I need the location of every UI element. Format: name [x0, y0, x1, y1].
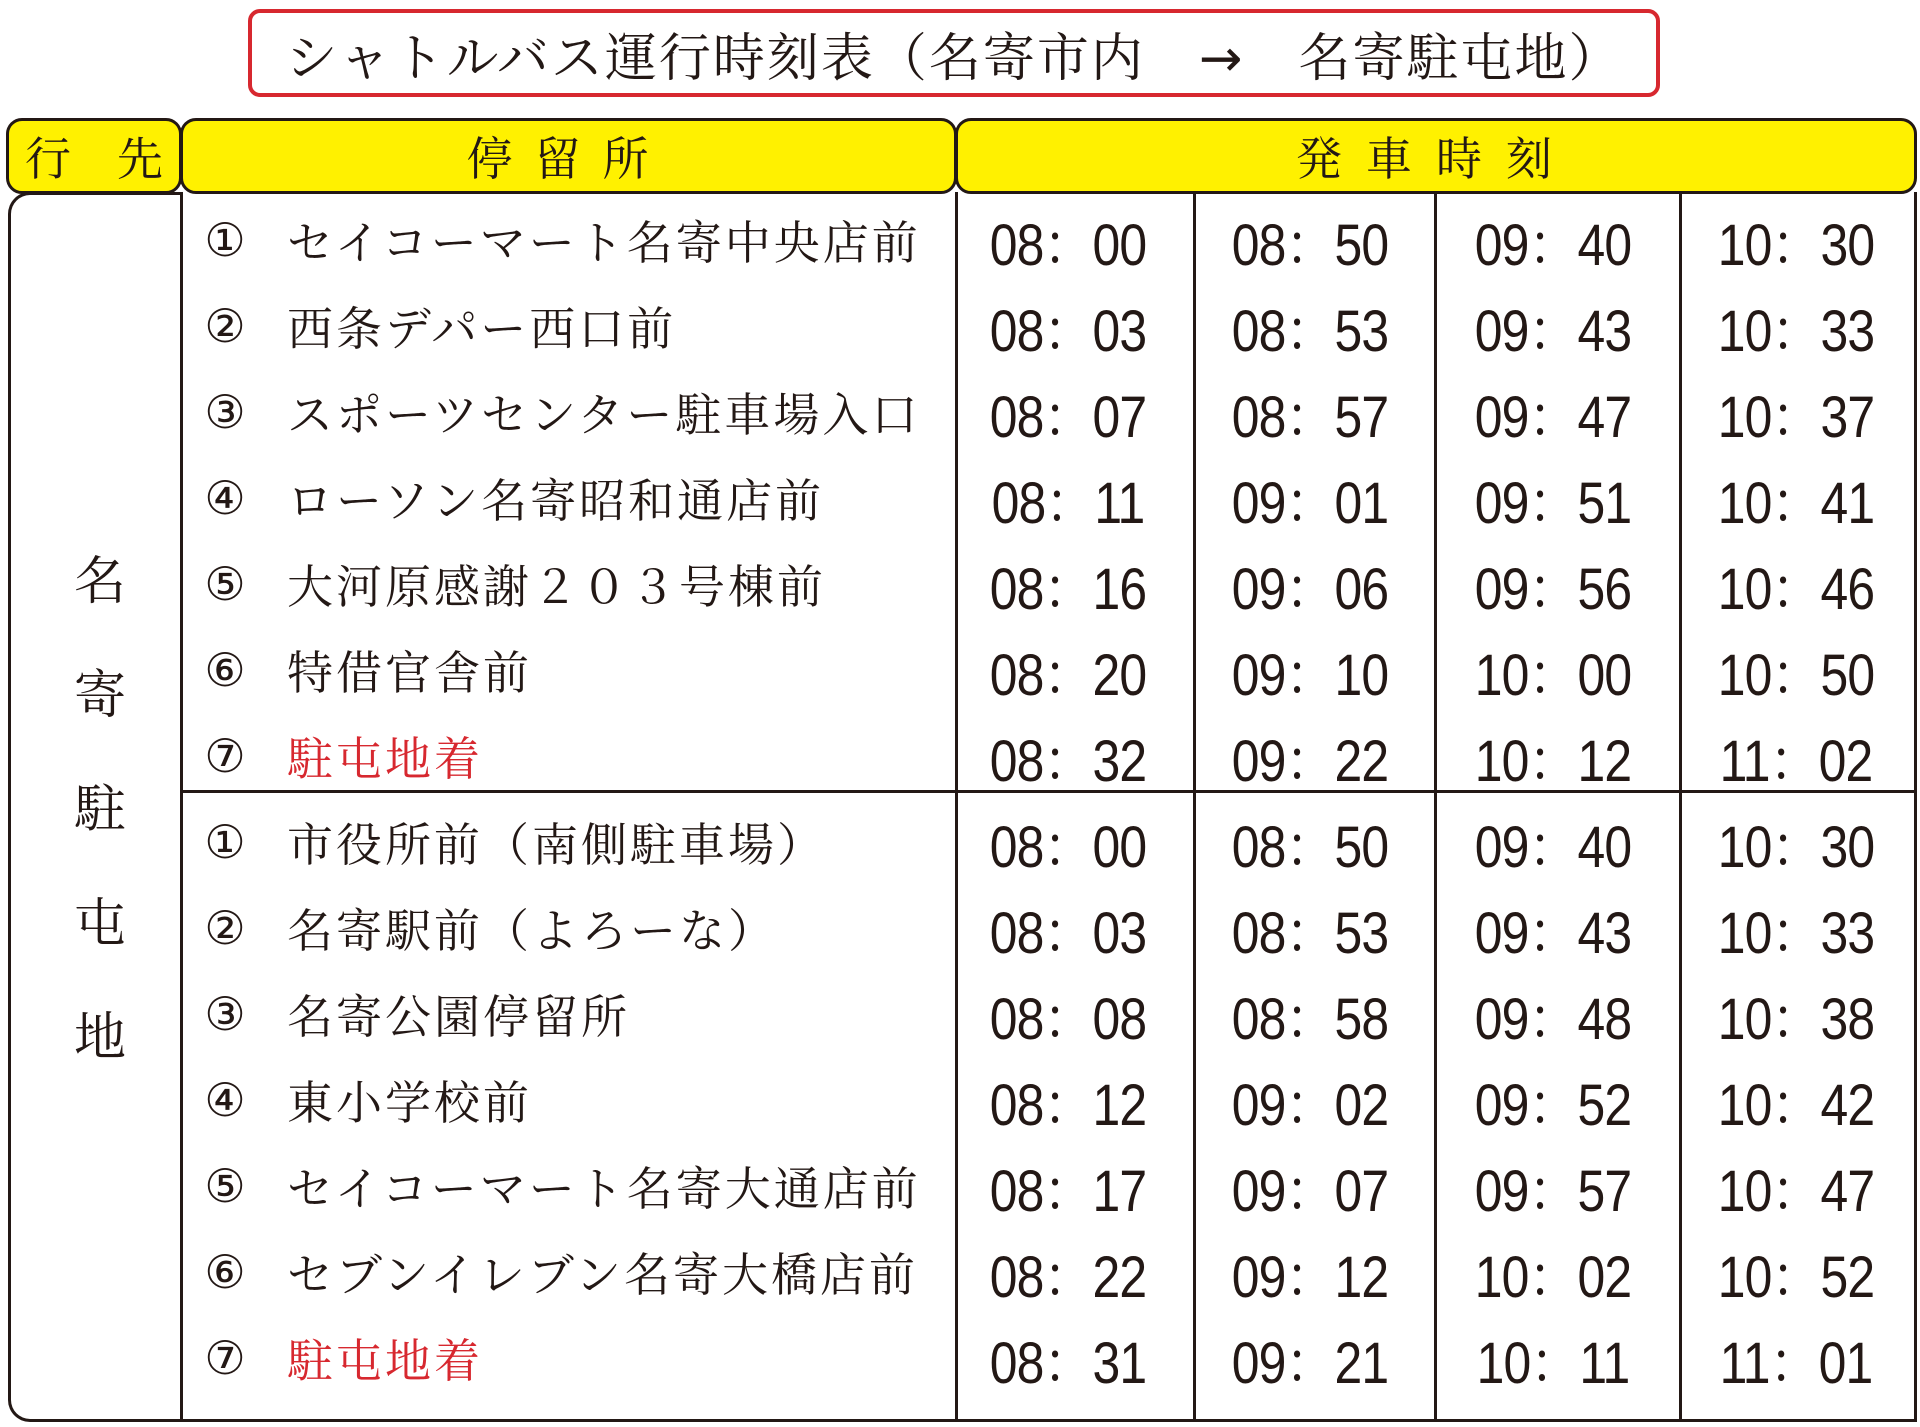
stop-number: ⑤ — [204, 1159, 246, 1213]
departure-time: 09：57 — [1474, 1159, 1632, 1224]
departure-time: 08：53 — [1231, 299, 1389, 364]
stop-number: ③ — [204, 987, 246, 1041]
time-row — [958, 369, 1914, 455]
stop-number: ⑥ — [204, 643, 246, 697]
stop-row — [183, 971, 630, 1057]
departure-time: 10：38 — [1717, 987, 1875, 1052]
departure-time: 08：50 — [1231, 213, 1389, 278]
departure-time: 08：03 — [989, 299, 1147, 364]
time-row — [958, 627, 1914, 713]
time-row — [958, 799, 1914, 885]
departure-time: 08：00 — [989, 213, 1147, 278]
stop-number: ⑤ — [204, 557, 246, 611]
stop-name: 市役所前（南側駐車場） — [287, 818, 826, 872]
departure-time: 08：11 — [991, 471, 1145, 536]
departure-time: 08：57 — [1231, 385, 1389, 450]
time-row — [958, 713, 1914, 799]
stop-row — [183, 627, 532, 713]
departure-time: 10：33 — [1717, 299, 1875, 364]
departure-time: 10：12 — [1474, 729, 1632, 794]
departure-time: 08：58 — [1231, 987, 1389, 1052]
departure-time: 11：02 — [1719, 729, 1873, 794]
departure-time: 09：40 — [1474, 213, 1632, 278]
stop-row — [183, 369, 920, 455]
stop-row — [183, 283, 676, 369]
departure-time: 10：42 — [1717, 1073, 1875, 1138]
header-stop: 停留所 — [180, 118, 957, 194]
header-destination: 行 先 — [6, 118, 182, 194]
departure-time: 09：21 — [1231, 1331, 1389, 1396]
stop-name: ローソン名寄昭和通店前 — [287, 474, 825, 528]
stop-name: スポーツセンター駐車場入口 — [287, 388, 921, 442]
departure-time: 08：50 — [1231, 815, 1389, 880]
departure-time: 09：06 — [1231, 557, 1389, 622]
departure-time: 10：46 — [1717, 557, 1875, 622]
stop-name: 西条デパー西口前 — [287, 302, 677, 356]
departure-time: 08：08 — [989, 987, 1147, 1052]
stop-name: 特借官舎前 — [287, 646, 532, 700]
departure-time: 09：07 — [1231, 1159, 1389, 1224]
departure-time: 09：40 — [1474, 815, 1632, 880]
stop-number: ④ — [204, 1073, 246, 1127]
departure-time: 08：17 — [989, 1159, 1147, 1224]
time-row — [958, 1143, 1914, 1229]
destination-label: 名寄駐屯地 — [64, 553, 125, 1123]
time-row — [958, 971, 1914, 1057]
stop-name: 名寄公園停留所 — [287, 990, 630, 1044]
stop-row — [183, 541, 826, 627]
departure-time: 09：51 — [1474, 471, 1632, 536]
departure-time: 10：41 — [1717, 471, 1875, 536]
time-row — [958, 1057, 1914, 1143]
time-row — [958, 1229, 1914, 1315]
departure-time: 09：48 — [1474, 987, 1632, 1052]
departure-time: 08：00 — [989, 815, 1147, 880]
timetable-title: シャトルバス運行時刻表（名寄市内 → 名寄駐屯地） — [248, 9, 1660, 97]
time-row — [958, 455, 1914, 541]
departure-time: 10：52 — [1717, 1245, 1875, 1310]
arrival-stop-name: 駐屯地着 — [287, 732, 483, 786]
departure-time: 08：16 — [989, 557, 1147, 622]
stop-row — [183, 455, 824, 541]
stop-row — [183, 885, 777, 971]
departure-time: 08：22 — [989, 1245, 1147, 1310]
departure-time: 09：43 — [1474, 901, 1632, 966]
departure-time: 10：30 — [1717, 213, 1875, 278]
stop-number: ① — [204, 815, 246, 869]
departure-time: 10：37 — [1717, 385, 1875, 450]
stop-row — [183, 1229, 918, 1315]
departure-time: 09：02 — [1231, 1073, 1389, 1138]
stop-number: ⑥ — [204, 1245, 246, 1299]
departure-time: 10：30 — [1717, 815, 1875, 880]
time-row — [958, 283, 1914, 369]
stop-number: ② — [204, 901, 246, 955]
stop-name: 大河原感謝２０３号棟前 — [287, 560, 826, 614]
stop-row — [183, 1143, 921, 1229]
time-row — [958, 1315, 1914, 1401]
departure-time: 09：43 — [1474, 299, 1632, 364]
stop-name: 東小学校前 — [287, 1076, 532, 1130]
stop-name: 名寄駅前（よろーな） — [287, 904, 777, 958]
stop-row — [183, 1057, 532, 1143]
stop-row — [183, 799, 826, 885]
departure-time: 10：02 — [1474, 1245, 1632, 1310]
departure-time: 08：12 — [989, 1073, 1147, 1138]
departure-time: 10：50 — [1717, 643, 1875, 708]
header-departure-time: 発車時刻 — [955, 118, 1917, 194]
departure-time: 08：31 — [989, 1331, 1147, 1396]
stop-number: ① — [204, 213, 246, 267]
departure-time: 09：12 — [1231, 1245, 1389, 1310]
departure-time: 09：10 — [1231, 643, 1389, 708]
stop-number: ② — [204, 299, 246, 353]
stop-number: ⑦ — [204, 729, 246, 783]
stop-name: セイコーマート名寄大通店前 — [287, 1162, 921, 1216]
departure-time: 10：33 — [1717, 901, 1875, 966]
departure-time: 09：01 — [1231, 471, 1389, 536]
stop-row — [183, 197, 921, 283]
departure-time: 08：53 — [1231, 901, 1389, 966]
departure-time: 10：11 — [1476, 1331, 1630, 1396]
stop-row — [183, 713, 483, 799]
departure-time: 08：32 — [989, 729, 1147, 794]
departure-time: 11：01 — [1719, 1331, 1873, 1396]
departure-time: 08：20 — [989, 643, 1147, 708]
departure-time: 09：47 — [1474, 385, 1632, 450]
time-row — [958, 197, 1914, 283]
stop-number: ④ — [204, 471, 246, 525]
stop-number: ③ — [204, 385, 246, 439]
departure-time: 08：03 — [989, 901, 1147, 966]
destination-cell — [8, 192, 182, 1422]
time-row — [958, 541, 1914, 627]
departure-time: 09：56 — [1474, 557, 1632, 622]
time-row — [958, 885, 1914, 971]
departure-time: 10：47 — [1717, 1159, 1875, 1224]
stop-number: ⑦ — [204, 1331, 246, 1385]
departure-time: 09：22 — [1231, 729, 1389, 794]
departure-time: 08：07 — [989, 385, 1147, 450]
stop-name: セブンイレブン名寄大橋店前 — [287, 1248, 919, 1302]
stop-name: セイコーマート名寄中央店前 — [287, 216, 921, 270]
departure-time: 09：52 — [1474, 1073, 1632, 1138]
arrival-stop-name: 駐屯地着 — [287, 1334, 483, 1388]
stop-row — [183, 1315, 483, 1401]
departure-time: 10：00 — [1474, 643, 1632, 708]
